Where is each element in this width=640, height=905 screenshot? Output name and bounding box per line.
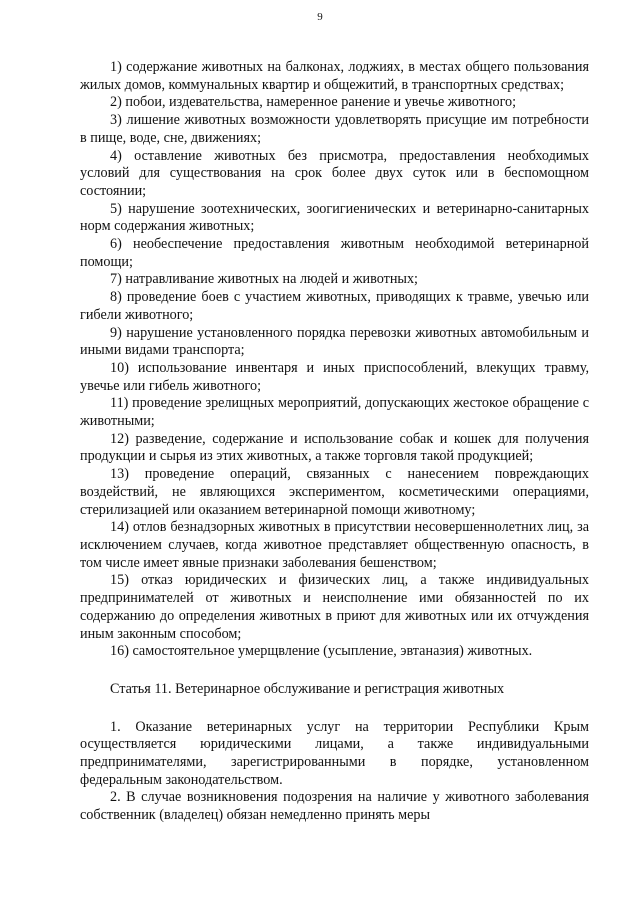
list-item-4: 4) оставление животных без присмотра, предоставления необходимых условий для существования на срок более двух суток или в беспомощном состоянии; — [80, 147, 589, 199]
list-item-14: 14) отлов безнадзорных животных в присутствии несовершеннолетних лиц, за исключением случаев, когда животное представляет общественную опасность, в том числе имеет явные признаки заболевания бешенством; — [80, 519, 589, 571]
list-item-9: 9) нарушение установленного порядка перевозки животных автомобильным и иными видами транспорта; — [80, 324, 589, 359]
list-item-2: 2) побои, издевательства, намеренное ранение и увечье животного; — [110, 94, 517, 111]
list-item-3: 3) лишение животных возможности удовлетворять присущие им потребности в пище, воде, сне, движениях; — [80, 112, 589, 146]
list-item-8: 8) проведение боев с участием животных, приводящих к травме, увечью или гибели животного; — [80, 289, 589, 323]
list-item-15: 15) отказ юридических и физических лиц, а также индивидуальных предпринимателей от животных и неисполнение ими обязанностей по их содержанию до определения животных в приют для животных или их отчуждения иным законным способом; — [80, 572, 589, 642]
page-number: 9 — [317, 11, 323, 23]
list-item-1: 1) содержание животных на балконах, лоджиях, в местах общего пользования жилых домов, коммунальных квартир и общежитий, в транспортных средствах; — [80, 59, 589, 93]
list-item-6: 6) необеспечение предоставления животным необходимой ветеринарной помощи; — [80, 236, 589, 270]
list-item-16: 16) самостоятельное умерщвление (усыпление, эвтаназия) животных. — [110, 643, 533, 660]
list-item-10: 10) использование инвентаря и иных приспособлений, влекущих травму, увечье или гибель животного; — [80, 359, 589, 394]
list-item-12: 12) разведение, содержание и использование собак и кошек для получения продукции и сырья из этих животных, а также торговля такой продукцией; — [80, 430, 589, 465]
article-paragraph-2: 2. В случае возникновения подозрения на наличие у животного заболевания собственник (владелец) обязан немедленно принять меры — [80, 789, 589, 824]
article-paragraph-1: 1. Оказание ветеринарных услуг на территории Республики Крым осуществляется юридическими лицами, а также индивидуальными предпринимателями, зарегистрированными в порядке, установленном федеральным законодательством. — [80, 718, 589, 788]
list-item-5: 5) нарушение зоотехнических, зоогигиенических и ветеринарно-санитарных норм содержания животных; — [80, 200, 589, 235]
list-item-7: 7) натравливание животных на людей и животных; — [110, 271, 418, 288]
document-body — [80, 59, 589, 825]
list-item-13: 13) проведение операций, связанных с нанесением повреждающих воздействий, не являющихся экспериментом, косметическими операциями, стерилизацией или оказанием ветеринарной помощи животному; — [80, 466, 589, 518]
list-item-11: 11) проведение зрелищных мероприятий, допускающих жестокое обращение с животными; — [80, 395, 589, 430]
article-heading: Статья 11. Ветеринарное обслуживание и регистрация животных — [110, 680, 505, 697]
